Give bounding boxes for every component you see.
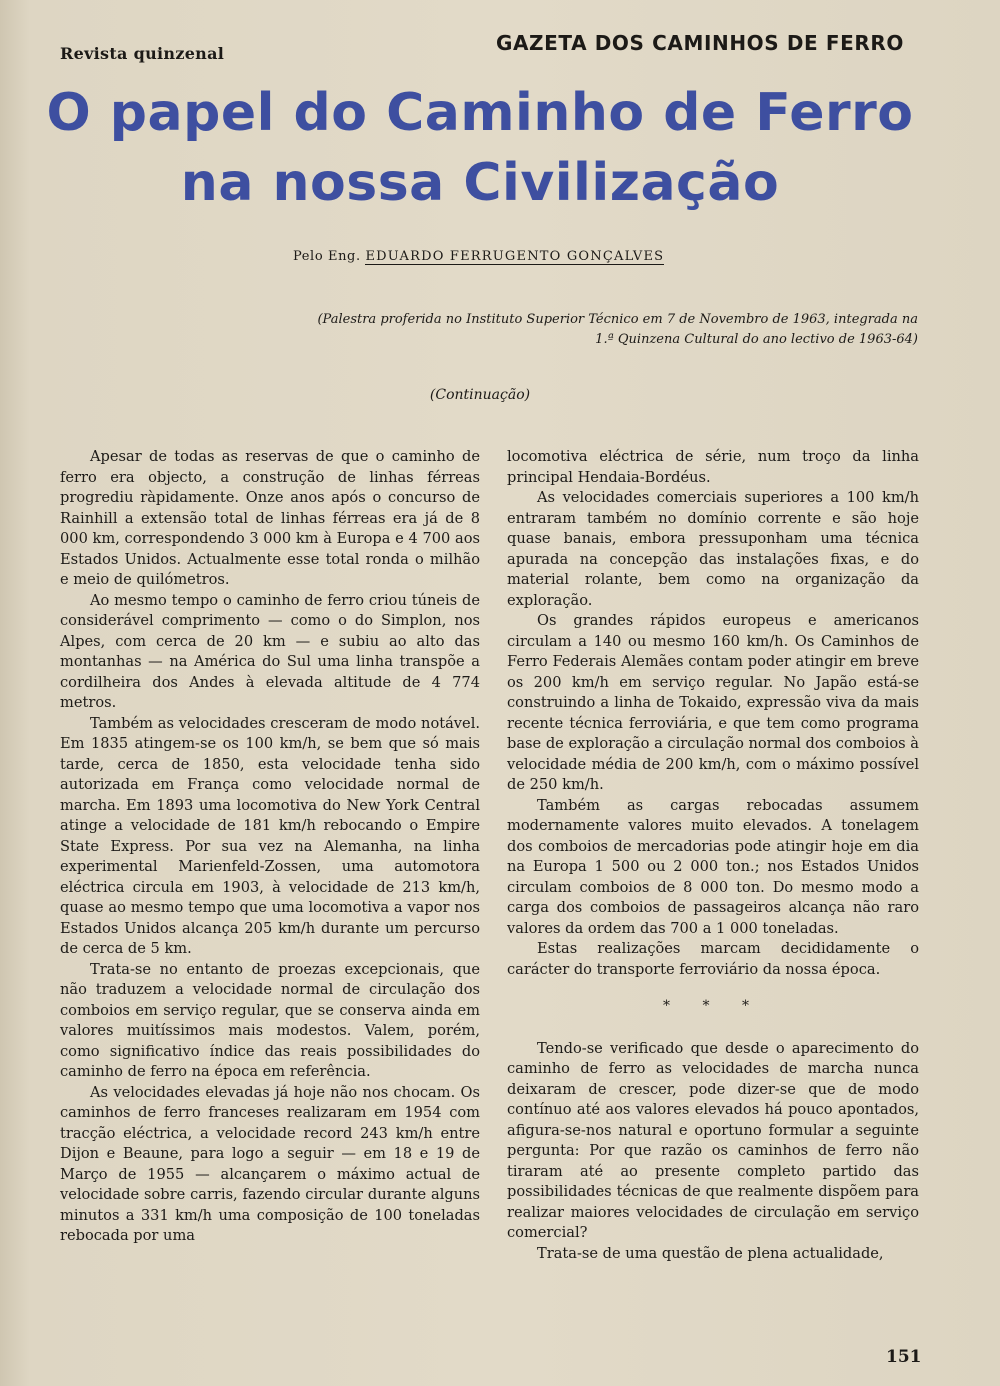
- paragraph: Tendo-se verificado que desde o aparecimento do caminho de ferro as velocidades de marcha nunca deixaram de crescer, pode dizer-se que de modo contínuo até aos valores elevados há pouco apontados, afigura-se-nos natural e oportuno formular a seguinte pergunta: Por que razão os caminhos de ferro não tiraram até ao presente completo partido das possibilidades técnicas de que realmente dispõem para realizar maiores velocidades de circulação em serviço comercial?: [507, 1039, 919, 1241]
- lecture-note-line-1: (Palestra proferida no Instituto Superior Técnico em 7 de Novembro de 1963, integrada na: [317, 312, 918, 327]
- article-title-line-2: na nossa Civilização: [180, 153, 780, 213]
- paragraph: Os grandes rápidos europeus e americanos circulam a 140 ou mesmo 160 km/h. Os Caminhos de Ferro Federais Alemães contam poder atingir em breve os 200 km/h em serviço regular. No Japão está-se construindo a linha de Tokaido, expressão viva da mais recente técnica ferroviária, e que tem como programa base de exploração a circulação normal dos comboios à velocidade média de 200 km/h, com o máximo possível de 250 km/h.: [507, 612, 919, 793]
- continuation-label: (Continuação): [429, 387, 531, 403]
- paragraph: As velocidades comerciais superiores a 100 km/h entraram também no domínio corrente e são hoje quase banais, embora pressuponham uma técnica apurada na concepção das instalações fixas, e do material rolante, bem como na organização da exploração.: [507, 489, 919, 609]
- paragraph: locomotiva eléctrica de série, num troço da linha principal Hendaia-Bordéus.: [507, 448, 919, 486]
- paragraph: As velocidades elevadas já hoje não nos chocam. Os caminhos de ferro franceses realizaram em 1954 com tracção eléctrica, a velocidade record 243 km/h entre Dijon e Beaune, para logo a seguir — em 18 e 19 de Março de 1955 — alcançarem o máximo actual de velocidade sobre carris, fazendo circular durante alguns minutos a 331 km/h uma composição de 100 toneladas rebocada por uma: [60, 1083, 480, 1244]
- author-byline: [293, 249, 664, 264]
- right-column: [507, 447, 919, 1264]
- author-name: EDUARDO FERRUGENTO GONÇALVES: [365, 249, 665, 264]
- article-title-line-1: O papel do Caminho de Ferro: [46, 83, 914, 143]
- paragraph: Também as velocidades cresceram de modo notável. Em 1835 atingem-se os 100 km/h, se bem que só mais tarde, cerca de 1850, esta velocidade tenha sido autorizada em França como velocidade normal de marcha. Em 1893 uma locomotiva do New York Central atinge a velocidade de 181 km/h rebocando o Empire State Express. Por sua vez na Alemanha, na linha experimental Marienfeld-Zossen, uma automotora eléctrica circula em 1903, à velocidade de 213 km/h, quase ao mesmo tempo que uma locomotiva a vapor nos Estados Unidos alcança 205 km/h durante um percurso de cerca de 5 km.: [60, 714, 480, 957]
- paragraph: Apesar de todas as reservas de que o caminho de ferro era objecto, a construção de linhas férreas progrediu ràpidamente. Onze anos após o concurso de Rainhill a extensão total de linhas férreas era já de 8 000 km, correspondendo 3 000 km à Europa e 4 700 aos Estados Unidos. Actualmente esse total ronda o milhão e meio de quilómetros.: [60, 448, 480, 588]
- article-title: [40, 78, 920, 218]
- author-prefix: Pelo Eng.: [293, 249, 361, 264]
- paragraph: Estas realizações marcam decididamente o carácter do transporte ferroviário da nossa época.: [507, 940, 919, 978]
- lecture-note: [248, 310, 918, 350]
- paragraph: Trata-se de uma questão de plena actualidade,: [537, 1244, 884, 1262]
- paragraph: Também as cargas rebocadas assumem modernamente valores muito elevados. A tonelagem dos comboios de mercadorias pode atingir hoje em dia na Europa 1 500 ou 2 000 ton.; nos Estados Unidos circulam comboios de 8 000 ton. Do mesmo modo a carga dos comboios de passageiros alcança não raro valores da ordem das 700 a 1 000 toneladas.: [507, 796, 919, 937]
- header-publication-title: GAZETA DOS CAMINHOS DE FERRO: [495, 31, 904, 55]
- left-column: [60, 447, 480, 1247]
- section-separator: * * *: [663, 998, 763, 1014]
- header-periodicity: Revista quinzenal: [60, 44, 225, 63]
- paragraph: Ao mesmo tempo o caminho de ferro criou túneis de considerável comprimento — como o do Simplon, nos Alpes, com cerca de 20 km — e subiu ao alto das montanhas — na América do Sul uma linha transpõe a cordilheira dos Andes à elevada altitude de 4 774 metros.: [60, 591, 480, 711]
- lecture-note-line-2: 1.ª Quinzena Cultural do ano lectivo de 1963-64): [595, 332, 918, 347]
- paragraph: Trata-se no entanto de proezas excepcionais, que não traduzem a velocidade normal de circulação dos comboios em serviço regular, que se conserva ainda em valores muitíssimos mais modestos. Valem, porém, como significativo índice das reais possibilidades do caminho de ferro na época em referência.: [60, 960, 480, 1080]
- page-number: 151: [886, 1347, 922, 1367]
